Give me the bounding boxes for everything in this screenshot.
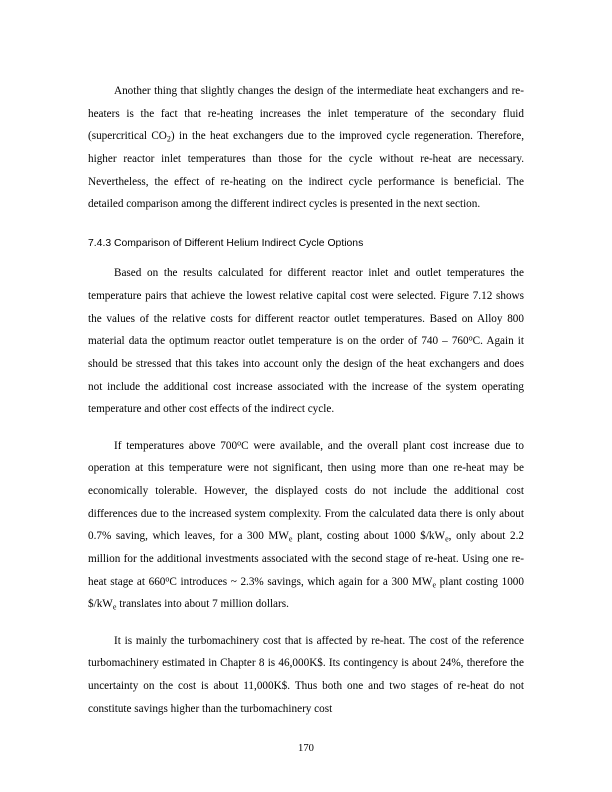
page-number: 170 — [298, 743, 314, 754]
paragraph-intro: Another thing that slightly changes the design of the intermediate heat exchangers and re-heaters is the fact that re-heating increases the inlet temperature of the secondary fluid (supercritical $CO_2$) in the heat exchangers due to the improved cycle regeneration. Therefore, higher reactor inlet temperatures than those for the cycle without re-heat are necessary. Nevertheless, the effect of re-heating on the indirect cycle performance is beneficial. The detailed comparison among the different indirect cycles is presented in the next section. — [88, 85, 524, 211]
paragraph-results: Based on the results calculated for different reactor inlet and outlet temperatures the temperature pairs that achieve the lowest relative capital cost were selected. Figure 7.12 shows the values of the relative costs for different reactor outlet temperatures. Based on Alloy 800 material data the optimum reactor outlet temperature is on the order of 740 – 760$^o$C. Again it should be stressed that this takes into account only the design of the heat exchangers and does not include the additional cost increase associated with the increase of the system operating temperature and other cost effects of the indirect cycle. — [88, 267, 524, 416]
paragraph-turbomachinery: It is mainly the turbomachinery cost that is affected by re-heat. The cost of the reference turbomachinery estimated in Chapter 8 is 46,000K$. Its contingency is about 24%, therefore the uncertainty on the cost is about 11,000K$. Thus both one and two stages of re-heat do not constitute savings higher than the turbomachinery cost — [88, 634, 524, 715]
section-heading-743: 7.4.3 Comparison of Different Helium Indirect Cycle Options — [88, 237, 364, 249]
top-spacer — [88, 72, 524, 80]
paragraph-temperatures: If temperatures above 700$^o$C were available, and the overall plant cost increase due to operation at this temperature were not significant, then using more than one re-heat may be economically tolerable. However, the displayed costs do not include the additional cost differences due to the increased system complexity. From the calculated data there is only about 0.7% saving, which leaves, for a 300 $MW_e$ plant, costing about 1000 $\$/kW_e$, only about 2.2 million for the additional investments associated with the second stage of re-heat. Using one re-heat stage at 660$^o$C introduces ~ 2.3% savings, which again for a 300 $MW_e$ plant costing 1000 $\$/kW_e$ translates into about 7 million dollars. — [88, 438, 525, 612]
